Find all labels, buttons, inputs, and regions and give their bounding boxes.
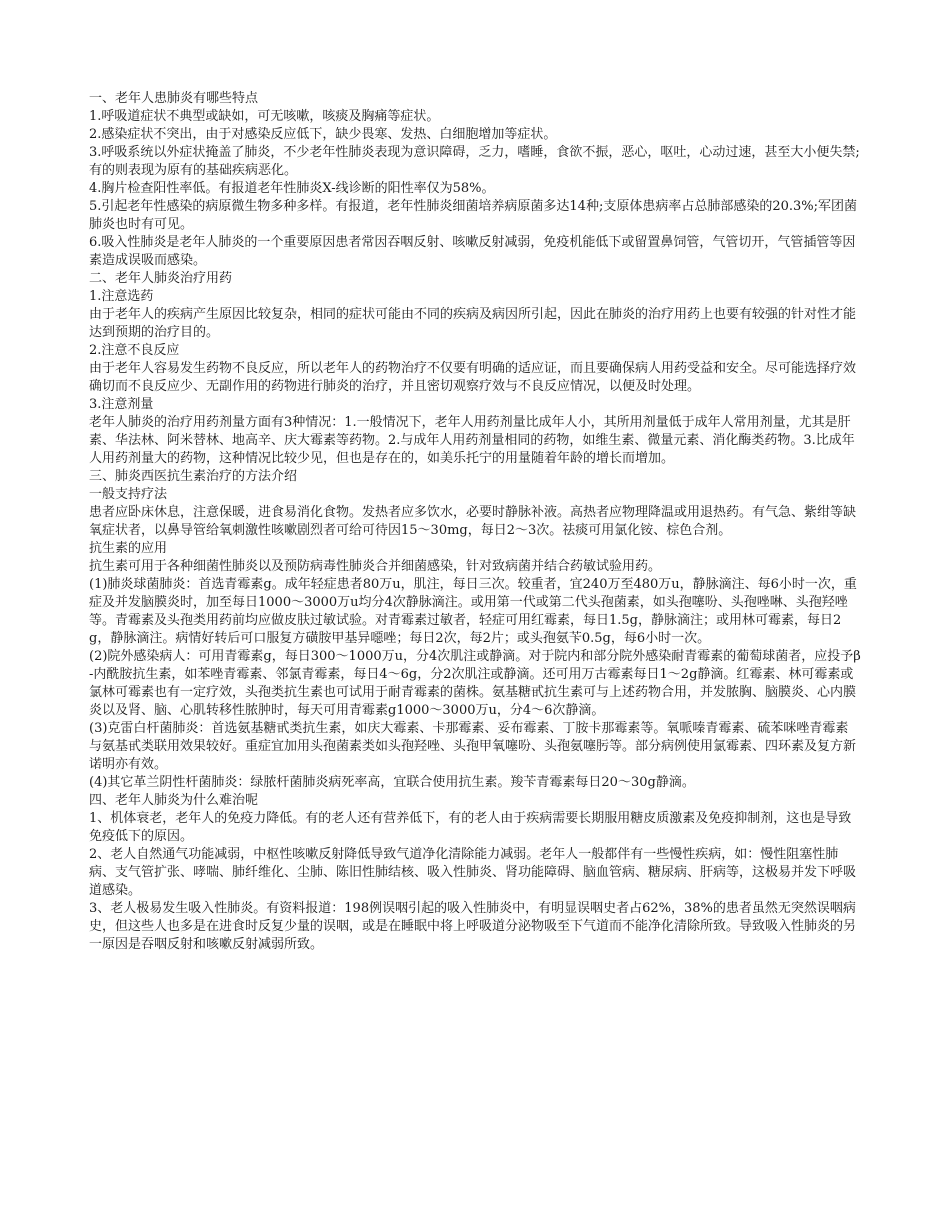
paragraph: 一般支持疗法 <box>89 487 168 502</box>
paragraph: 1、机体衰老，老年人的免疫力降低。有的老人还有营养低下，有的老人由于疾病需要长期服用糖皮质激素及免疫抑制剂，这也是导致免疫低下的原因。 <box>89 811 852 844</box>
paragraph: 患者应卧床休息，注意保暖，进食易消化食物。发热者应多饮水，必要时静脉补液。高热者应物理降温或用退热药。有气急、紫绀等缺氧症状者，以鼻导管给氧刺激性咳嗽剧烈者可给可待因15～30mg，每日2～3次。祛痰可用氯化铵、棕色合剂。 <box>89 505 857 538</box>
paragraph: 5.引起老年性感染的病原微生物多种多样。有报道，老年性肺炎细菌培养病原菌多达14种;支原体患病率占总肺部感染的20.3%;军团菌肺炎也时有可见。 <box>89 199 858 232</box>
paragraph: (2)院外感染病人：可用青霉素g，每日300～1000万u，分4次肌注或静滴。对于院内和部分院外感染耐青霉素的葡萄球菌者，应投予β-内酰胺抗生素，如苯唑青霉素、邻氯青霉素，每日4～6g，分2次肌注或静滴。还可用万古霉素每日1～2g静滴。红霉素、林可霉素或氯林可霉素也有一定疗效，头孢类抗生素也可试用于耐青霉素的菌株。氨基糖甙抗生素可与上述药物合用，并发脓胸、脑膜炎、心内膜炎以及肾、脑、心肌转移性脓肿时，每天可用青霉素g1000～3000万u，分4～6次静滴。 <box>89 649 861 718</box>
paragraph: 一、老年人患肺炎有哪些特点 <box>89 91 259 106</box>
paragraph: 3、老人极易发生吸入性肺炎。有资料报道：198例误咽引起的吸入性肺炎中，有明显误咽史者占62%，38%的患者虽然无突然误咽病史，但这些人也多是在进食时反复少量的误咽，或是在睡眠中将上呼吸道分泌物吸至下气道而不能净化清除所致。导致吸入性肺炎的另一原因是吞咽反射和咳嗽反射减弱所致。 <box>89 901 857 952</box>
paragraph: 老年人肺炎的治疗用药剂量方面有3种情况：1.一般情况下，老年人用药剂量比成年人小，其所用剂量低于成年人常用剂量，尤其是肝素、华法林、阿米替林、地高辛、庆大霉素等药物。2.与成年人用药剂量相同的药物，如维生素、微量元素、消化酶类药物。3.比成年人用药剂量大的药物，这种情况比较少见，但也是存在的，如美乐托宁的用量随着年龄的增长而增加。 <box>89 415 855 466</box>
paragraph: 2.注意不良反应 <box>89 343 180 358</box>
paragraph: 6.吸入性肺炎是老年人肺炎的一个重要原因患者常因吞咽反射、咳嗽反射减弱，免疫机能低下或留置鼻饲管，气管切开，气管插管等因素造成误吸而感染。 <box>89 235 856 268</box>
paragraph: 1.注意选药 <box>89 289 154 304</box>
paragraph: 抗生素可用于各种细菌性肺炎以及预防病毒性肺炎合并细菌感染，针对致病菌并结合药敏试验用药。 <box>89 559 662 574</box>
paragraph: 由于老年人容易发生药物不良反应，所以老年人的药物治疗不仅要有明确的适应证，而且要确保病人用药受益和安全。尽可能选择疗效确切而不良反应少、无副作用的药物进行肺炎的治疗，并且密切观察疗效与不良反应情况，以便及时处理。 <box>89 361 857 394</box>
document-body <box>89 90 861 954</box>
paragraph: 二、老年人肺炎治疗用药 <box>89 271 233 286</box>
paragraph: 3.呼吸系统以外症状掩盖了肺炎，不少老年性肺炎表现为意识障碍，乏力，嗜睡，食欲不振，恶心，呕吐，心动过速，甚至大小便失禁;有的则表现为原有的基础疾病恶化。 <box>89 145 860 178</box>
paragraph: 四、老年人肺炎为什么难治呢 <box>89 793 259 808</box>
paragraph: 由于老年人的疾病产生原因比较复杂，相同的症状可能由不同的疾病及病因所引起，因此在肺炎的治疗用药上也要有较强的针对性才能达到预期的治疗目的。 <box>89 307 857 340</box>
paragraph: 1.呼吸道症状不典型或缺如，可无咳嗽，咳痰及胸痛等症状。 <box>89 109 440 124</box>
paragraph: 2、老人自然通气功能减弱，中枢性咳嗽反射降低导致气道净化清除能力减弱。老年人一般都伴有一些慢性疾病，如：慢性阻塞性肺病、支气管扩张、哮喘、肺纤维化、尘肺、陈旧性肺结核、吸入性肺炎、肾功能障碍、脑血管病、糖尿病、肝病等，这极易并发下呼吸道感染。 <box>89 847 857 898</box>
paragraph: 三、肺炎西医抗生素治疗的方法介绍 <box>89 469 298 484</box>
paragraph: 3.注意剂量 <box>89 397 154 412</box>
paragraph: 2.感染症状不突出，由于对感染反应低下，缺少畏寒、发热、白细胞增加等症状。 <box>89 127 557 142</box>
paragraph: (3)克雷白杆菌肺炎：首选氨基糖甙类抗生素，如庆大霉素、卡那霉素、妥布霉素、丁胺卡那霉素等。氧哌嗪青霉素、硫苯咪唑青霉素与氨基甙类联用效果较好。重症宜加用头孢菌素类如头孢羟唑、头孢甲氧噻吩、头孢氨噻肟等。部分病例使用氯霉素、四环素及复方新诺明亦有效。 <box>89 721 857 772</box>
paragraph: 4.胸片检查阳性率低。有报道老年性肺炎X-线诊断的阳性率仅为58%。 <box>89 181 495 196</box>
paragraph: (4)其它革兰阴性杆菌肺炎：绿脓杆菌肺炎病死率高，宜联合使用抗生素。羧苄青霉素每日20～30g静滴。 <box>89 775 695 790</box>
paragraph: (1)肺炎球菌肺炎：首选青霉素g。成年轻症患者80万u，肌注，每日三次。较重者，宜240万至480万u，静脉滴注、每6小时一次，重症及并发脑膜炎时，加至每日1000～3000万u均分4次静脉滴注。或用第一代或第二代头孢菌素，如头孢噻吩、头孢唑啉、头孢羟唑等。青霉素及头孢类用药前均应做皮肤过敏试验。对青霉素过敏者，轻症可用红霉素，每日1.5g，静脉滴注；或用林可霉素，每日2g，静脉滴注。病情好转后可口服复方磺胺甲基异噁唑；每日2次，每2片；或头孢氨苄0.5g，每6小时一次。 <box>89 577 857 646</box>
paragraph: 抗生素的应用 <box>89 541 168 556</box>
